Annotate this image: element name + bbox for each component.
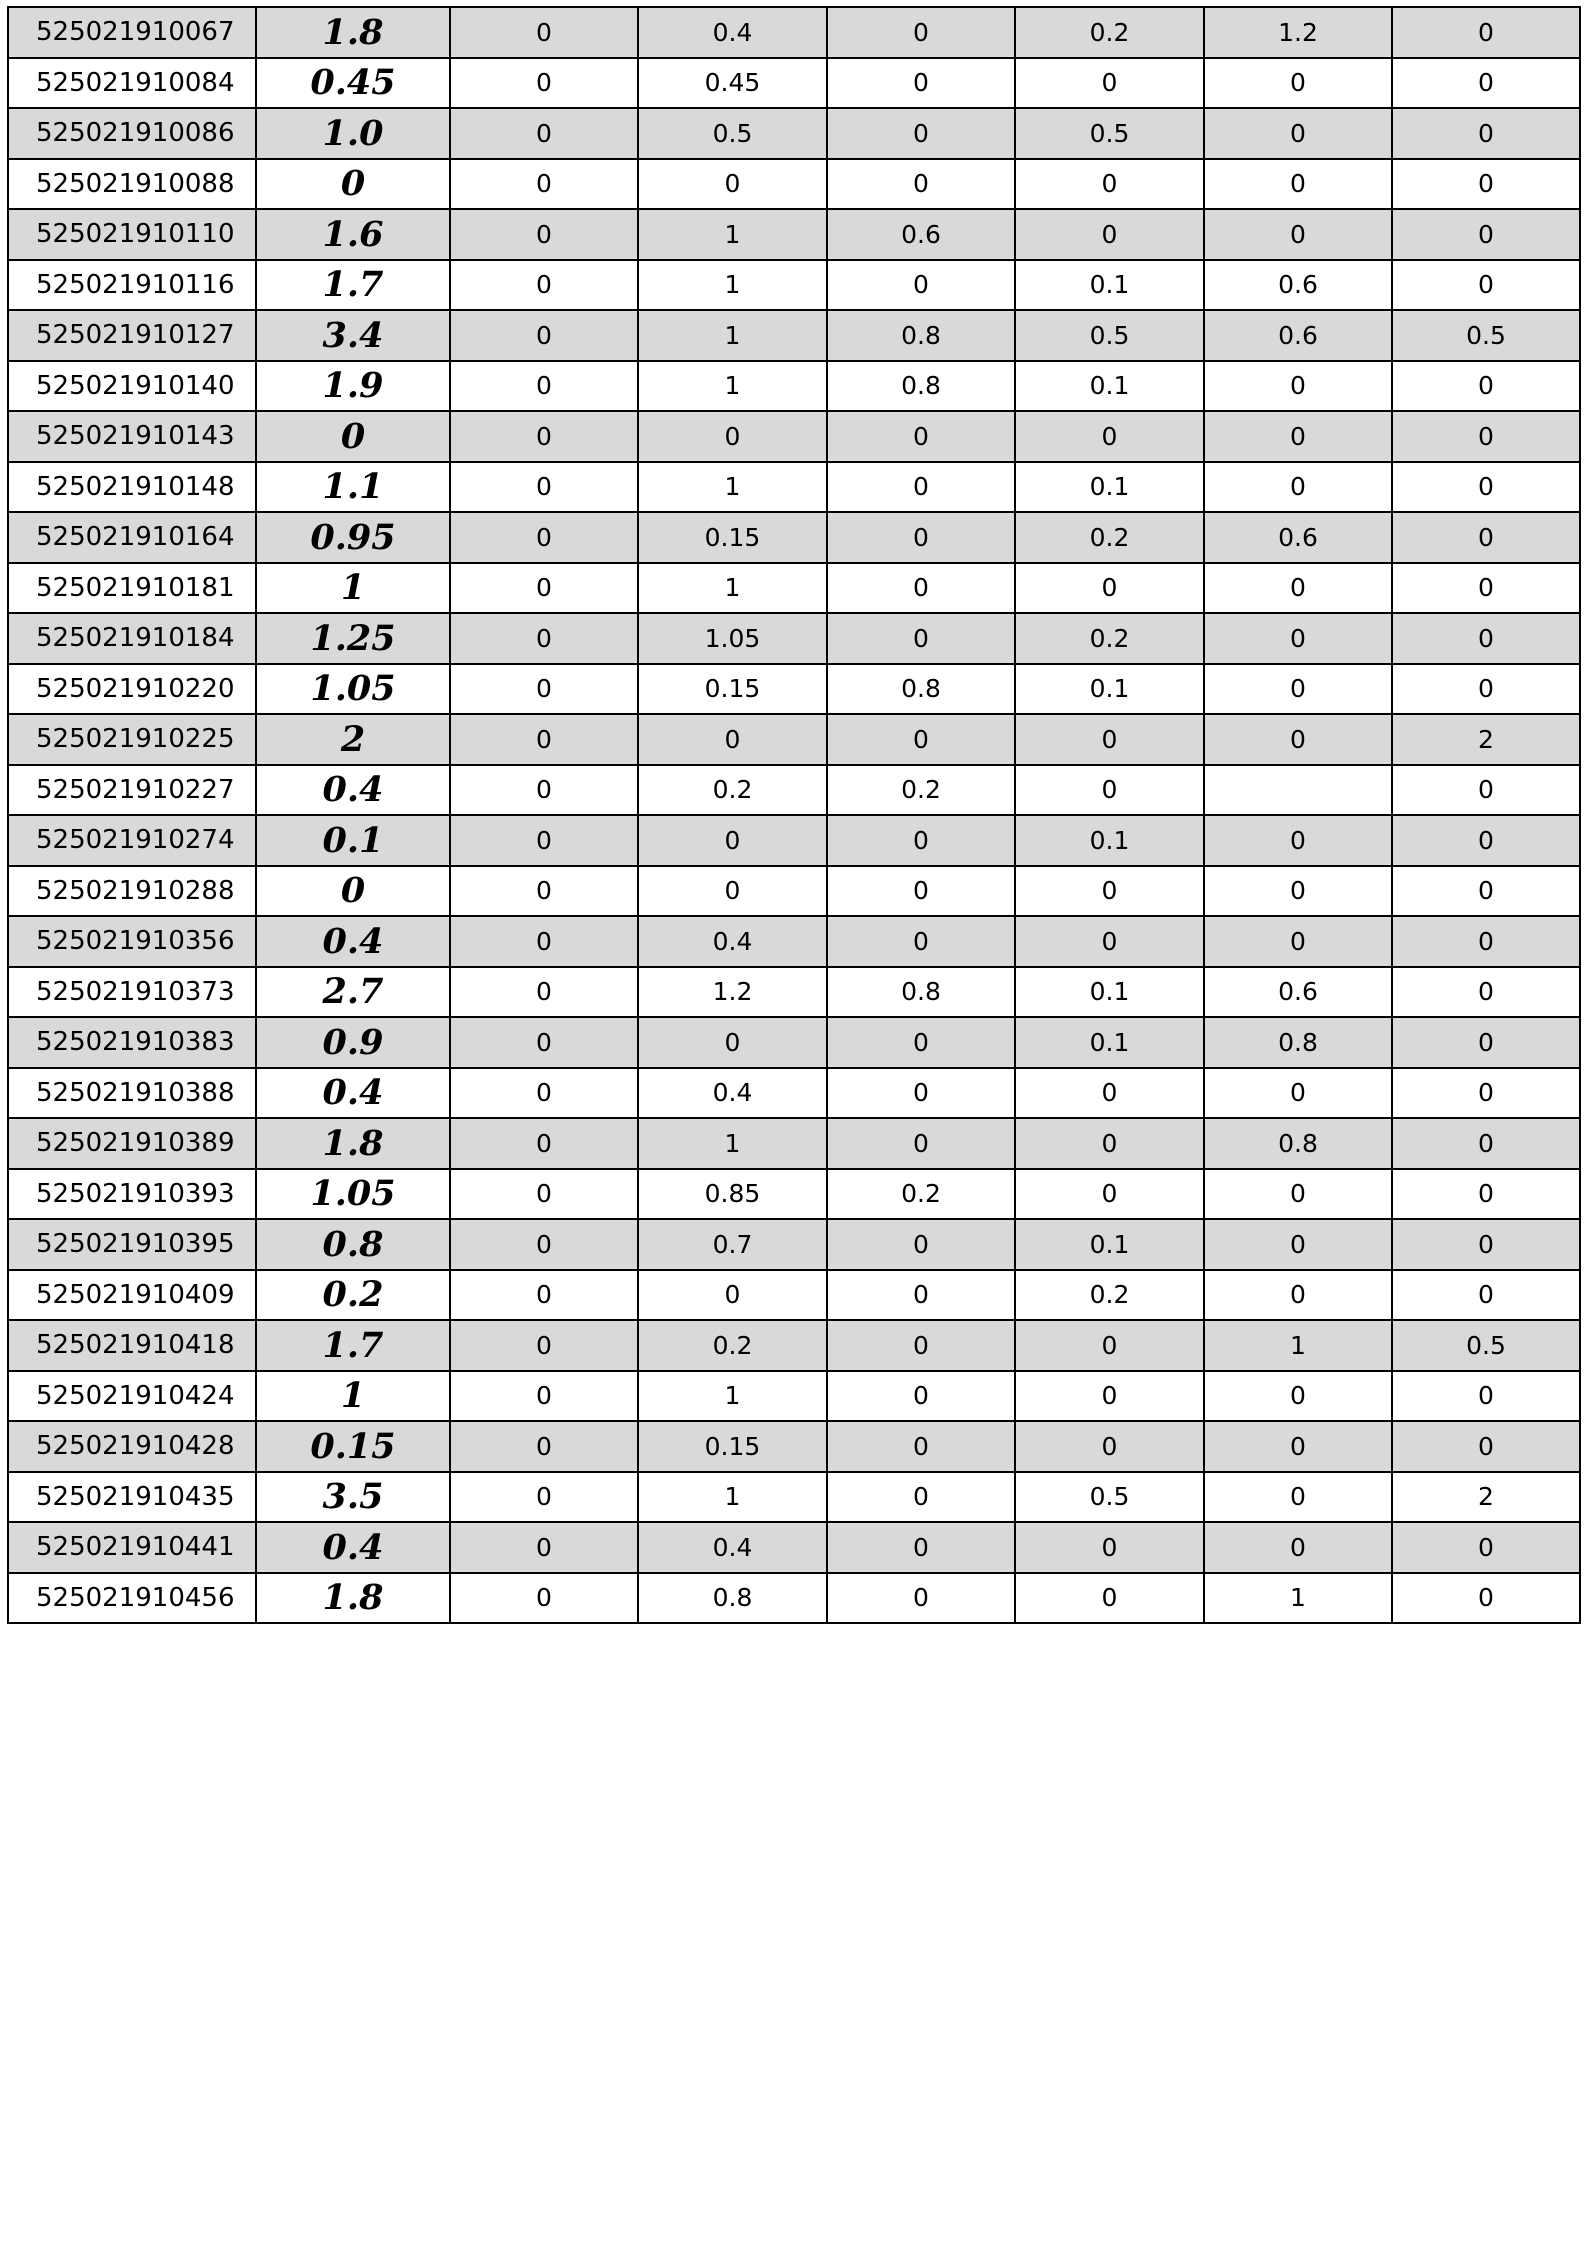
table-row (8, 1421, 1580, 1472)
score-cell: 0 (1204, 209, 1392, 260)
score-cell: 1 (638, 361, 827, 412)
score-cell: 0 (827, 866, 1015, 917)
total-score-cell: 0.9 (256, 1017, 450, 1068)
score-cell: 0.4 (638, 7, 827, 58)
score-cell: 0 (827, 1118, 1015, 1169)
score-cell: 0 (1204, 563, 1392, 614)
table-row (8, 866, 1580, 917)
score-cell: 0 (450, 1472, 638, 1523)
score-cell: 0 (827, 613, 1015, 664)
score-cell: 0 (1015, 1522, 1204, 1573)
student-id-cell: 525021910373 (8, 967, 256, 1018)
score-cell: 0.5 (1015, 1472, 1204, 1523)
score-cell: 0 (450, 613, 638, 664)
total-score-cell: 0.15 (256, 1421, 450, 1472)
score-table-body (8, 7, 1580, 1623)
score-cell: 1 (638, 1472, 827, 1523)
score-cell: 0.6 (827, 209, 1015, 260)
total-score-cell: 1.6 (256, 209, 450, 260)
score-cell: 0.8 (1204, 1017, 1392, 1068)
score-cell: 0 (638, 159, 827, 210)
score-cell: 0 (827, 512, 1015, 563)
student-id-cell: 525021910127 (8, 310, 256, 361)
score-cell: 0 (827, 815, 1015, 866)
score-cell: 0.1 (1015, 462, 1204, 513)
score-cell: 0 (1015, 159, 1204, 210)
score-cell: 0 (827, 58, 1015, 109)
score-cell: 0 (827, 1371, 1015, 1422)
total-score-cell: 1 (256, 1371, 450, 1422)
student-id-cell: 525021910288 (8, 866, 256, 917)
student-id-cell: 525021910428 (8, 1421, 256, 1472)
score-cell: 0 (450, 714, 638, 765)
total-score-cell: 0.4 (256, 1068, 450, 1119)
score-cell: 0 (1392, 664, 1580, 715)
score-cell: 0 (1392, 1522, 1580, 1573)
score-cell: 0 (1015, 866, 1204, 917)
score-cell: 0 (1204, 613, 1392, 664)
score-cell: 0 (1392, 108, 1580, 159)
student-id-cell: 525021910067 (8, 7, 256, 58)
score-cell: 0 (450, 1017, 638, 1068)
score-cell: 0 (450, 967, 638, 1018)
score-cell (1204, 765, 1392, 816)
score-cell: 1 (638, 462, 827, 513)
score-cell: 0 (1392, 1573, 1580, 1624)
score-cell: 0.2 (827, 765, 1015, 816)
score-cell: 0 (450, 58, 638, 109)
score-cell: 0 (1392, 1219, 1580, 1270)
table-row (8, 664, 1580, 715)
score-cell: 0.2 (827, 1169, 1015, 1220)
score-cell: 0.5 (1392, 310, 1580, 361)
score-cell: 0 (1392, 815, 1580, 866)
score-cell: 0 (1015, 563, 1204, 614)
score-cell: 0.1 (1015, 1017, 1204, 1068)
total-score-cell: 0.2 (256, 1270, 450, 1321)
score-cell: 0 (1204, 1371, 1392, 1422)
score-cell: 0.2 (638, 765, 827, 816)
student-id-cell: 525021910148 (8, 462, 256, 513)
table-row (8, 512, 1580, 563)
score-cell: 0 (638, 1017, 827, 1068)
student-id-cell: 525021910395 (8, 1219, 256, 1270)
score-cell: 0 (1204, 1270, 1392, 1321)
score-cell: 0.85 (638, 1169, 827, 1220)
score-cell: 1.2 (638, 967, 827, 1018)
score-cell: 0.5 (638, 108, 827, 159)
score-cell: 0.6 (1204, 967, 1392, 1018)
score-cell: 1 (638, 209, 827, 260)
score-cell: 0 (1015, 1068, 1204, 1119)
student-id-cell: 525021910435 (8, 1472, 256, 1523)
score-cell: 0 (827, 1320, 1015, 1371)
score-cell: 0 (827, 563, 1015, 614)
score-cell: 1 (1204, 1320, 1392, 1371)
score-cell: 1 (638, 310, 827, 361)
table-row (8, 815, 1580, 866)
score-cell: 0 (638, 411, 827, 462)
total-score-cell: 1.7 (256, 260, 450, 311)
score-cell: 0.8 (827, 664, 1015, 715)
score-cell: 0 (1015, 1169, 1204, 1220)
score-cell: 0 (450, 765, 638, 816)
score-cell: 0.8 (827, 967, 1015, 1018)
score-cell: 0 (450, 1573, 638, 1624)
total-score-cell: 3.5 (256, 1472, 450, 1523)
score-cell: 0 (1015, 1320, 1204, 1371)
score-cell: 0 (827, 260, 1015, 311)
total-score-cell: 3.4 (256, 310, 450, 361)
student-id-cell: 525021910184 (8, 613, 256, 664)
score-cell: 0 (1392, 1371, 1580, 1422)
score-cell: 0 (1204, 714, 1392, 765)
table-row (8, 1118, 1580, 1169)
score-cell: 0 (1204, 1169, 1392, 1220)
score-cell: 0.2 (1015, 613, 1204, 664)
score-cell: 0 (450, 1118, 638, 1169)
student-id-cell: 525021910388 (8, 1068, 256, 1119)
score-cell: 0.4 (638, 1522, 827, 1573)
score-cell: 0 (1392, 58, 1580, 109)
total-score-cell: 0.8 (256, 1219, 450, 1270)
table-row (8, 1270, 1580, 1321)
score-cell: 0 (450, 159, 638, 210)
score-cell: 0 (450, 1421, 638, 1472)
score-cell: 0.1 (1015, 815, 1204, 866)
score-cell: 1 (638, 1371, 827, 1422)
table-row (8, 361, 1580, 412)
total-score-cell: 1.05 (256, 664, 450, 715)
score-cell: 0 (1015, 1118, 1204, 1169)
score-cell: 0 (450, 815, 638, 866)
table-row (8, 613, 1580, 664)
table-row (8, 108, 1580, 159)
total-score-cell: 0 (256, 866, 450, 917)
table-row (8, 462, 1580, 513)
score-cell: 0 (450, 1320, 638, 1371)
score-cell: 0 (827, 1270, 1015, 1321)
score-cell: 0 (1015, 1421, 1204, 1472)
score-cell: 0.8 (1204, 1118, 1392, 1169)
score-cell: 0 (450, 361, 638, 412)
table-row (8, 916, 1580, 967)
table-row (8, 310, 1580, 361)
score-cell: 0 (827, 108, 1015, 159)
score-cell: 0 (1392, 159, 1580, 210)
score-cell: 2 (1392, 714, 1580, 765)
table-row (8, 7, 1580, 58)
student-id-cell: 525021910383 (8, 1017, 256, 1068)
score-cell: 0 (1392, 462, 1580, 513)
student-id-cell: 525021910220 (8, 664, 256, 715)
score-cell: 0.1 (1015, 260, 1204, 311)
total-score-cell: 0.1 (256, 815, 450, 866)
score-cell: 0 (1204, 664, 1392, 715)
score-cell: 0 (1392, 209, 1580, 260)
score-cell: 0 (1204, 1219, 1392, 1270)
score-cell: 1 (638, 563, 827, 614)
score-cell: 0.4 (638, 916, 827, 967)
score-cell: 0 (450, 1371, 638, 1422)
score-cell: 0 (1015, 1573, 1204, 1624)
table-row (8, 967, 1580, 1018)
score-cell: 0 (1392, 613, 1580, 664)
score-cell: 1 (638, 260, 827, 311)
score-cell: 0 (450, 512, 638, 563)
total-score-cell: 1.8 (256, 1573, 450, 1624)
student-id-cell: 525021910164 (8, 512, 256, 563)
score-cell: 0.45 (638, 58, 827, 109)
score-cell: 0.2 (638, 1320, 827, 1371)
student-id-cell: 525021910140 (8, 361, 256, 412)
score-cell: 0 (1204, 411, 1392, 462)
score-cell: 0 (1392, 916, 1580, 967)
score-cell: 0 (827, 1219, 1015, 1270)
table-row (8, 411, 1580, 462)
total-score-cell: 1.9 (256, 361, 450, 412)
table-row (8, 563, 1580, 614)
score-cell: 0.1 (1015, 967, 1204, 1018)
score-cell: 0.5 (1015, 108, 1204, 159)
total-score-cell: 1.25 (256, 613, 450, 664)
score-cell: 0 (1392, 361, 1580, 412)
score-cell: 0 (450, 866, 638, 917)
score-cell: 0 (1392, 765, 1580, 816)
score-cell: 0 (450, 664, 638, 715)
table-row (8, 1320, 1580, 1371)
score-cell: 0 (1015, 714, 1204, 765)
total-score-cell: 1.8 (256, 7, 450, 58)
student-id-cell: 525021910409 (8, 1270, 256, 1321)
score-cell: 0.2 (1015, 1270, 1204, 1321)
score-cell: 0 (827, 1017, 1015, 1068)
total-score-cell: 1.7 (256, 1320, 450, 1371)
score-cell: 1.2 (1204, 7, 1392, 58)
total-score-cell: 2.7 (256, 967, 450, 1018)
score-cell: 0.2 (1015, 512, 1204, 563)
table-row (8, 58, 1580, 109)
score-cell: 0 (1204, 108, 1392, 159)
score-cell: 0 (450, 1219, 638, 1270)
score-cell: 0 (638, 714, 827, 765)
total-score-cell: 0.45 (256, 58, 450, 109)
score-cell: 0 (1392, 1068, 1580, 1119)
score-cell: 0 (1204, 1472, 1392, 1523)
score-cell: 0 (1204, 916, 1392, 967)
score-cell: 0.1 (1015, 664, 1204, 715)
score-cell: 0 (827, 411, 1015, 462)
score-cell: 0.7 (638, 1219, 827, 1270)
score-cell: 0 (1392, 1118, 1580, 1169)
total-score-cell: 1.1 (256, 462, 450, 513)
score-table (7, 6, 1581, 1624)
score-cell: 0 (450, 1169, 638, 1220)
score-cell: 1 (638, 1118, 827, 1169)
score-cell: 0.8 (827, 361, 1015, 412)
score-cell: 0 (827, 159, 1015, 210)
student-id-cell: 525021910086 (8, 108, 256, 159)
score-cell: 0.15 (638, 512, 827, 563)
score-cell: 0.1 (1015, 361, 1204, 412)
score-cell: 0 (1204, 159, 1392, 210)
table-row (8, 765, 1580, 816)
score-cell: 0 (1392, 411, 1580, 462)
total-score-cell: 0.4 (256, 916, 450, 967)
score-cell: 0 (450, 108, 638, 159)
score-cell: 0 (1392, 7, 1580, 58)
total-score-cell: 0 (256, 159, 450, 210)
score-cell: 0 (1392, 512, 1580, 563)
score-cell: 0 (450, 462, 638, 513)
score-cell: 0 (1392, 1017, 1580, 1068)
score-cell: 0 (450, 310, 638, 361)
score-cell: 0 (1204, 1068, 1392, 1119)
score-cell: 0 (827, 1522, 1015, 1573)
table-row (8, 1573, 1580, 1624)
student-id-cell: 525021910274 (8, 815, 256, 866)
score-cell: 0 (827, 714, 1015, 765)
score-cell: 0 (827, 1472, 1015, 1523)
table-row (8, 714, 1580, 765)
score-cell: 0.15 (638, 664, 827, 715)
student-id-cell: 525021910389 (8, 1118, 256, 1169)
total-score-cell: 1.8 (256, 1118, 450, 1169)
total-score-cell: 2 (256, 714, 450, 765)
score-cell: 0.15 (638, 1421, 827, 1472)
score-cell: 0 (450, 1068, 638, 1119)
score-cell: 2 (1392, 1472, 1580, 1523)
score-cell: 0 (450, 411, 638, 462)
student-id-cell: 525021910424 (8, 1371, 256, 1422)
score-cell: 0.6 (1204, 512, 1392, 563)
score-cell: 0 (1204, 815, 1392, 866)
table-row (8, 1472, 1580, 1523)
total-score-cell: 0.4 (256, 765, 450, 816)
score-cell: 0 (1204, 866, 1392, 917)
score-cell: 0 (1204, 462, 1392, 513)
table-row (8, 1371, 1580, 1422)
score-cell: 0.2 (1015, 7, 1204, 58)
total-score-cell: 1.0 (256, 108, 450, 159)
score-cell: 0 (1392, 1270, 1580, 1321)
table-row (8, 260, 1580, 311)
student-id-cell: 525021910441 (8, 1522, 256, 1573)
score-cell: 0 (1392, 967, 1580, 1018)
student-id-cell: 525021910116 (8, 260, 256, 311)
score-cell: 0 (827, 462, 1015, 513)
score-cell: 0 (450, 7, 638, 58)
table-row (8, 1169, 1580, 1220)
total-score-cell: 0 (256, 411, 450, 462)
table-row (8, 209, 1580, 260)
score-cell: 1 (1204, 1573, 1392, 1624)
score-cell: 0 (827, 1421, 1015, 1472)
student-id-cell: 525021910110 (8, 209, 256, 260)
student-id-cell: 525021910418 (8, 1320, 256, 1371)
score-cell: 0 (1015, 916, 1204, 967)
total-score-cell: 0.4 (256, 1522, 450, 1573)
score-cell: 0.8 (638, 1573, 827, 1624)
student-id-cell: 525021910456 (8, 1573, 256, 1624)
score-cell: 0 (1392, 866, 1580, 917)
score-cell: 0.4 (638, 1068, 827, 1119)
score-cell: 0.8 (827, 310, 1015, 361)
score-cell: 0.5 (1392, 1320, 1580, 1371)
score-cell: 0 (450, 563, 638, 614)
score-cell: 0 (450, 209, 638, 260)
total-score-cell: 0.95 (256, 512, 450, 563)
score-cell: 0 (1392, 1169, 1580, 1220)
total-score-cell: 1 (256, 563, 450, 614)
table-row (8, 1068, 1580, 1119)
score-cell: 0 (638, 866, 827, 917)
score-cell: 0 (1204, 1421, 1392, 1472)
score-cell: 0 (827, 1068, 1015, 1119)
score-cell: 0 (1392, 563, 1580, 614)
table-row (8, 1522, 1580, 1573)
score-cell: 0 (1015, 411, 1204, 462)
student-id-cell: 525021910181 (8, 563, 256, 614)
score-cell: 0 (638, 1270, 827, 1321)
student-id-cell: 525021910088 (8, 159, 256, 210)
score-cell: 0 (827, 916, 1015, 967)
score-cell: 0 (450, 1270, 638, 1321)
total-score-cell: 1.05 (256, 1169, 450, 1220)
table-row (8, 1017, 1580, 1068)
score-cell: 0 (1392, 260, 1580, 311)
score-cell: 0 (1204, 361, 1392, 412)
table-row (8, 1219, 1580, 1270)
score-cell: 0 (1015, 58, 1204, 109)
student-id-cell: 525021910225 (8, 714, 256, 765)
score-cell: 0 (450, 916, 638, 967)
score-cell: 0 (450, 1522, 638, 1573)
score-cell: 0.6 (1204, 310, 1392, 361)
score-cell: 0 (1015, 765, 1204, 816)
score-cell: 0 (827, 7, 1015, 58)
score-cell: 0.6 (1204, 260, 1392, 311)
student-id-cell: 525021910356 (8, 916, 256, 967)
score-cell: 0.1 (1015, 1219, 1204, 1270)
score-cell: 0 (827, 1573, 1015, 1624)
score-cell: 1.05 (638, 613, 827, 664)
student-id-cell: 525021910084 (8, 58, 256, 109)
score-cell: 0.5 (1015, 310, 1204, 361)
score-cell: 0 (1015, 1371, 1204, 1422)
student-id-cell: 525021910143 (8, 411, 256, 462)
score-cell: 0 (450, 260, 638, 311)
student-id-cell: 525021910393 (8, 1169, 256, 1220)
student-id-cell: 525021910227 (8, 765, 256, 816)
score-cell: 0 (1204, 1522, 1392, 1573)
score-cell: 0 (1204, 58, 1392, 109)
score-cell: 0 (1392, 1421, 1580, 1472)
score-cell: 0 (1015, 209, 1204, 260)
table-row (8, 159, 1580, 210)
score-cell: 0 (638, 815, 827, 866)
